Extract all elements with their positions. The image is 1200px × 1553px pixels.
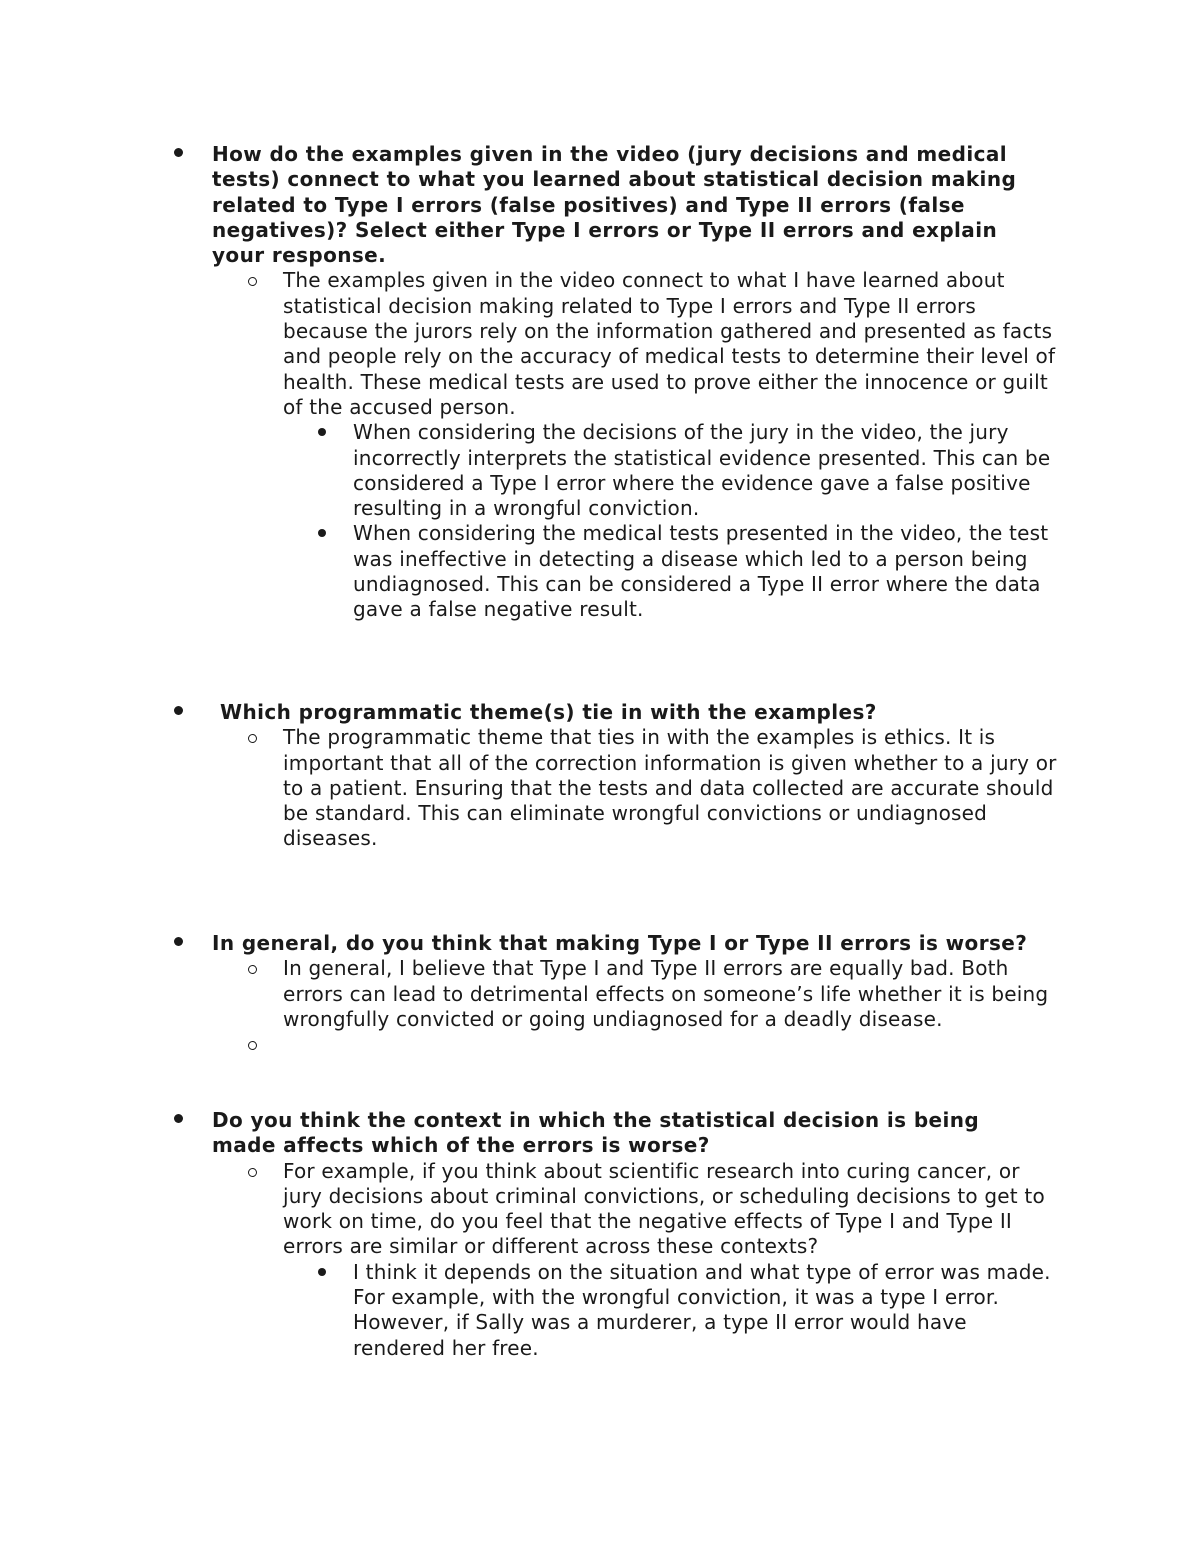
question-block-4: [0, 1108, 1200, 1361]
question-block-3: [0, 931, 1200, 1057]
answer-4-point-1-text: I think it depends on the situation and what type of error was made. For example, with the wrongful conviction, it was a type I error. However, if Sally was a murderer, a type II error would have rendered her free.: [353, 1259, 1051, 1360]
answer-1-point-1-text: When considering the decisions of the jury in the video, the jury incorrectly interprets the statistical evidence presented. This can be considered a Type I error where the evidence gave a false positive resulting in a wrongful conviction.: [353, 420, 1051, 521]
answer-1: [0, 268, 1063, 420]
answer-1-point-2: [0, 521, 1063, 622]
answer-3: [0, 956, 1063, 1032]
answer-1-point-1: [0, 420, 1063, 521]
bullet-icon: [174, 1114, 183, 1123]
answer-4-text: For example, if you think about scientific research into curing cancer, or jury decisions about criminal convictions, or scheduling decisions to get to work on time, do you feel that the negative effects of Type I and Type II errors are similar or different across these contexts?: [283, 1158, 1045, 1259]
question-3-text: In general, do you think that making Type I or Type II errors is worse?: [212, 931, 1028, 955]
hollow-bullet-icon: [248, 965, 257, 974]
bullet-icon: [174, 937, 183, 946]
answer-3-empty-item: [0, 1032, 1063, 1057]
question-1-text: How do the examples given in the video (jury decisions and medical tests) connect to what you learned about statistical decision making related to Type I errors (false positives) and Type II errors (false negatives)? Select either Type I errors or Type II errors and explain your response.: [212, 142, 1017, 268]
hollow-bullet-icon: [248, 1168, 257, 1177]
question-block-2: [0, 700, 1200, 852]
answer-3-text: In general, I believe that Type I and Type II errors are equally bad. Both errors can lead to detrimental effects on someone’s life whether it is being wrongfully convicted or going undiagnosed for a deadly disease.: [283, 956, 1049, 1031]
answer-4: [0, 1159, 1063, 1260]
question-4-text: Do you think the context in which the statistical decision is being made affects which of the errors is worse?: [212, 1108, 980, 1158]
square-bullet-icon: [318, 1268, 326, 1276]
question-block-1: [0, 142, 1200, 623]
bullet-icon: [174, 148, 183, 157]
hollow-bullet-icon: [248, 277, 257, 286]
bullet-icon: [174, 706, 183, 715]
square-bullet-icon: [318, 529, 326, 537]
question-4: [0, 1108, 1042, 1159]
square-bullet-icon: [318, 428, 326, 436]
hollow-bullet-icon: [248, 734, 257, 743]
answer-2-text: The programmatic theme that ties in with the examples is ethics. It is important that all of the correction information is given whether to a jury or to a patient. Ensuring that the tests and data collected are accurate should be standard. This can eliminate wrongful convictions or undiagnosed diseases.: [283, 725, 1057, 851]
answer-1-text: The examples given in the video connect to what I have learned about statistical decision making related to Type I errors and Type II errors because the jurors rely on the information gathered and presented as facts and people rely on the accuracy of medical tests to determine their level of health. These medical tests are used to prove either the innocence or guilt of the accused person.: [283, 268, 1056, 419]
hollow-bullet-icon: [248, 1041, 257, 1050]
question-1: [0, 142, 1042, 268]
answer-1-point-2-text: When considering the medical tests presented in the video, the test was ineffective in detecting a disease which led to a person being undiagnosed. This can be considered a Type II error where the data gave a false negative result.: [353, 521, 1049, 622]
answer-4-point-1: [0, 1260, 1063, 1361]
question-3: [0, 931, 1042, 956]
question-2-text: Which programmatic theme(s) tie in with the examples?: [220, 700, 877, 724]
question-2: [0, 700, 1050, 725]
answer-2: [0, 725, 1063, 851]
